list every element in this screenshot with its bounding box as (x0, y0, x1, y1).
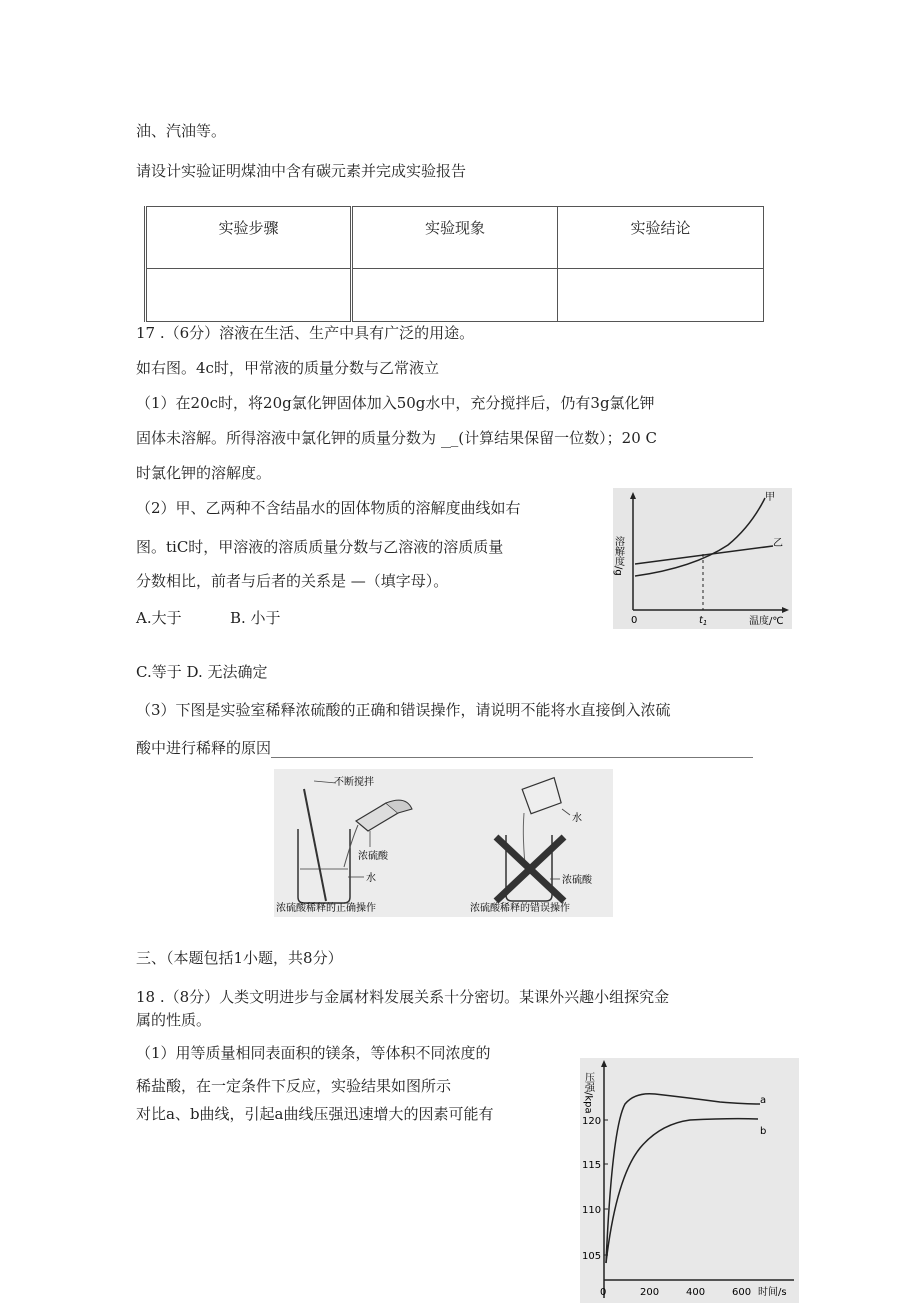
origin-label: 0 (631, 615, 638, 626)
answer-blank-line[interactable] (271, 757, 753, 758)
y-tick-label-105: 105 (582, 1251, 602, 1262)
y-axis-arrow (601, 1060, 607, 1067)
question-17-part3-b (136, 738, 753, 758)
section-3-title: 三、（本题包括1小题，共8分） (136, 949, 343, 967)
question-17-part2-c: 分数相比，前者与后者的关系是 —（填字母）。 (136, 572, 449, 590)
question-18-part1-a: （1）用等质量相同表面积的镁条，等体积不同浓度的 (136, 1044, 491, 1062)
y-axis-label: 压强/kpa (582, 1072, 594, 1114)
curve-jia (635, 498, 765, 576)
x-tick-label-200: 200 (640, 1287, 660, 1298)
t1-label-main: t (699, 615, 703, 626)
y-axis-label: 溶解度/g (613, 536, 624, 576)
text-line-1: 油、汽油等。 (136, 122, 227, 140)
question-18-part1-b: 稀盐酸，在一定条件下反应，实验结果如图所示 (136, 1077, 452, 1095)
table-row (146, 269, 764, 322)
cell-phenomenon[interactable] (352, 269, 558, 322)
table-header-row (146, 207, 764, 269)
label-acid: 浓硫酸 (358, 851, 388, 862)
option-b[interactable]: B. 小于 (230, 609, 281, 627)
label-stir-pointer (314, 781, 336, 783)
option-a[interactable]: A.大于 (136, 609, 182, 627)
curve-b (606, 1119, 758, 1263)
label-stir: 不断搅拌 (334, 777, 374, 788)
curve-yi-label: 乙 (773, 538, 783, 549)
acid-stream (344, 825, 358, 867)
acid-dilution-figure (274, 769, 613, 917)
question-17-part1-b-pre: 固体未溶解。所得溶液中氯化钾的质量分数为 (136, 429, 437, 447)
y-axis-arrow (630, 492, 636, 499)
water-cup (522, 778, 563, 814)
question-17-part2-a: （2）甲、乙两种不含结晶水的固体物质的溶解度曲线如右 (136, 499, 521, 517)
cell-conclusion[interactable] (558, 269, 764, 322)
option-c-d[interactable]: C.等于 D. 无法确定 (136, 663, 268, 681)
x-tick-label-600: 600 (732, 1287, 752, 1298)
x-axis-arrow (782, 607, 789, 613)
answer-blank[interactable] (441, 447, 451, 448)
t1-label-sub: 1 (702, 619, 708, 627)
header-steps: 实验步骤 (146, 207, 352, 269)
question-17-part1-b-post: _(计算结果保留一位数）；20 C (450, 429, 657, 447)
curve-jia-label: 甲 (765, 492, 775, 503)
x-tick-label-400: 400 (686, 1287, 706, 1298)
question-17-part3-b-text: 酸中进行稀释的原因 (136, 739, 272, 757)
question-17-part2-b: 图。tiC时，甲溶液的溶质质量分数与乙溶液的溶质质量 (136, 538, 504, 556)
question-17-part1-a: （1）在20c时，将20g氯化钾固体加入50g水中，充分搅拌后，仍有3g氯化钾 (136, 394, 655, 412)
question-17-intro: 如右图。4c时，甲常液的质量分数与乙常液立 (136, 359, 439, 377)
question-17-part1-c: 时氯化钾的溶解度。 (136, 464, 272, 482)
curve-b-label: b (760, 1126, 767, 1137)
x-axis-label: 时间/s (758, 1287, 787, 1298)
question-17-part1-b (136, 428, 657, 448)
question-18-title-cont: 属的性质。 (136, 1011, 212, 1029)
experiment-report-table (144, 206, 764, 322)
curve-a-label: a (760, 1095, 767, 1106)
pressure-time-figure (580, 1058, 799, 1303)
header-conclusion: 实验结论 (558, 207, 764, 269)
acid-dilution-illustration (274, 769, 613, 917)
y-tick-label-110: 110 (582, 1205, 602, 1216)
curve-yi (635, 546, 773, 564)
question-17-title: 17 .（6分）溶液在生活、生产中具有广泛的用途。 (136, 324, 475, 342)
t1-label (699, 615, 707, 627)
caption-correct: 浓硫酸稀释的正确操作 (276, 903, 376, 914)
question-17-part3-a: （3）下图是实验室稀释浓硫酸的正确和错误操作，请说明不能将水直接倒入浓硫 (136, 701, 671, 719)
pressure-time-chart (580, 1058, 799, 1303)
label-acid2: 浓硫酸 (562, 875, 592, 886)
label-water: 水 (366, 873, 376, 884)
question-18-part1-c: 对比a、b曲线，引起a曲线压强迅速增大的因素可能有 (136, 1105, 494, 1123)
glass-rod (304, 789, 326, 901)
y-tick-label-120: 120 (582, 1116, 602, 1127)
cell-steps[interactable] (146, 269, 352, 322)
label-water2: 水 (572, 813, 582, 824)
label-water2-pointer (562, 809, 570, 815)
text-line-2: 请设计实验证明煤油中含有碳元素并完成实验报告 (136, 162, 467, 180)
solubility-curve-figure (613, 488, 792, 629)
x-tick-label-0: 0 (600, 1287, 607, 1298)
x-axis-label: 温度/℃ (749, 616, 784, 627)
solubility-chart (613, 488, 792, 629)
question-18-title: 18 .（8分）人类文明进步与金属材料发展关系十分密切。某课外兴趣小组探究金 (136, 988, 670, 1006)
y-tick-label-115: 115 (582, 1160, 602, 1171)
header-phenomenon: 实验现象 (352, 207, 558, 269)
caption-wrong: 浓硫酸稀释的错误操作 (470, 903, 570, 914)
